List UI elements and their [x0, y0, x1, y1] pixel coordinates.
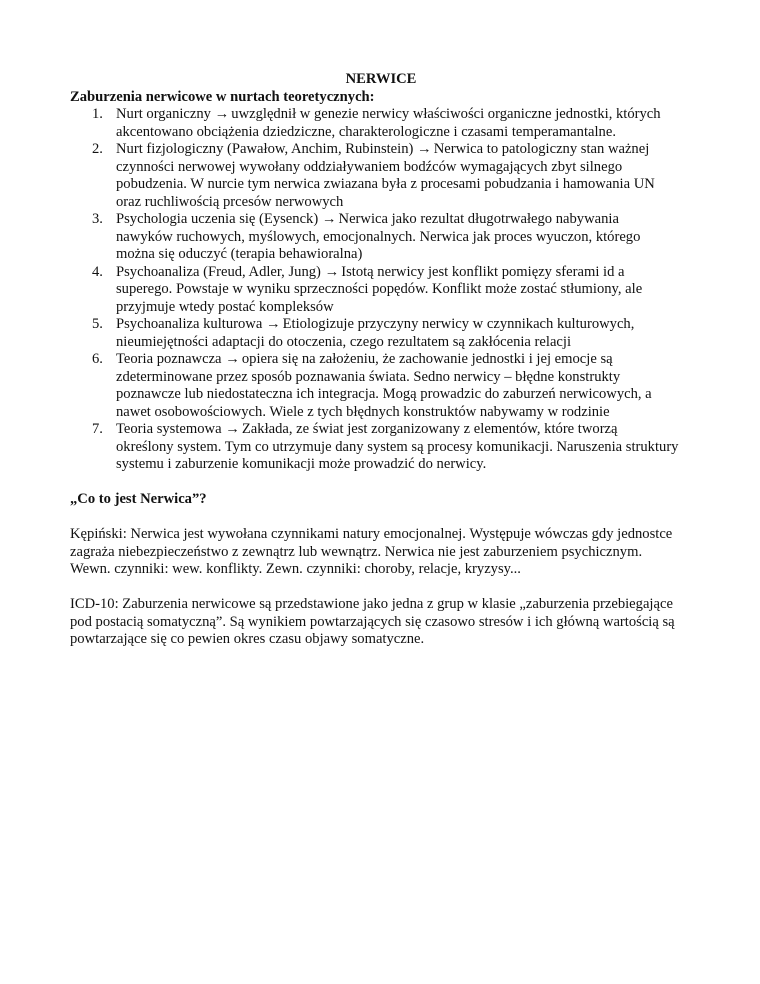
right-arrow-icon: →: [214, 106, 230, 122]
list-item-number: 1.: [92, 106, 103, 122]
right-arrow-icon: →: [225, 351, 240, 367]
list-item-text-line: systemu i zaburzenie komunikacji może prowadzić do nerwicy.: [116, 456, 487, 472]
list-item-number: 4.: [92, 263, 103, 280]
list-item: [70, 106, 692, 141]
paragraph-line: Wewn. czynniki: wew. konflikty. Zewn. czynniki: choroby, relacje, kryzysy...: [70, 561, 521, 577]
list-item-text-line: pobudzenia. W nurcie tym nerwica zwiazana była z procesami pobudzania i hamowania UN: [116, 176, 655, 192]
list-item-number: 2.: [92, 141, 103, 157]
icd-paragraph: [70, 596, 692, 649]
list-item-number: 7.: [92, 421, 103, 437]
list-item-text-line: superego. Powstaje w wyniku sprzeczności popędów. Konflikt może zostać stłumiony, ale: [116, 281, 643, 297]
list-item-text-line: akcentowano obciążenia dziedziczne, charakterologiczne i czasami temperamantalne.: [116, 123, 616, 140]
list-item-text-line: można się oduczyć (terapia behawioralna): [116, 246, 363, 262]
list-item-text-line: Zakłada, ze świat jest zorganizowany z elementów, które tworzą: [241, 421, 618, 437]
list-item-heading: Teoria poznawcza: [116, 351, 222, 367]
paragraph-line: zagraża niebezpieczeństwo z zewnątrz lub wewnątrz. Nerwica nie jest zaburzeniem psychicznym.: [70, 543, 643, 560]
list-item-text-line: nawyków ruchowych, myślowych, emocjonalnych. Nerwica jak proces wyuczon, którego: [116, 228, 641, 245]
list-item: [70, 141, 692, 211]
list-item-heading: Nurt fizjologiczny (Pawałow, Anchim, Rubinstein): [116, 141, 414, 157]
list-item-text-line: Etiologizuje przyczyny nerwicy w czynnikach kulturowych,: [282, 316, 635, 332]
list-item-text-line: poznawcze lub niedostateczna ich integracja. Mogą prowadzic do zaburzeń nerwicowych, a: [116, 386, 652, 402]
list-item-text-line: nieumiejętności adaptacji do otoczenia, czego rezultatem są zakłócenia relacji: [116, 333, 572, 350]
list-item-text-line: przyjmuje wtedy postać kompleksów: [116, 298, 334, 315]
list-item: [70, 316, 692, 351]
list-item-text-line: określony system. Tym co utrzymuje dany system są procesy komunikacji. Naruszenia struktury: [116, 438, 679, 455]
list-item-number: 5.: [92, 316, 103, 332]
paragraph-line: ICD-10: Zaburzenia nerwicowe są przedstawione jako jedna z grup w klasie „zaburzenia przebiegające: [70, 596, 673, 612]
kepinski-paragraph: [70, 526, 692, 579]
right-arrow-icon: →: [321, 211, 337, 227]
document-title: NERWICE: [345, 71, 417, 87]
list-item: [70, 264, 692, 317]
question-heading: „Co to jest Nerwica”?: [70, 491, 207, 507]
list-item-heading: Psychologia uczenia się (Eysenck): [116, 211, 319, 227]
right-arrow-icon: →: [265, 316, 281, 332]
theories-list: [70, 106, 692, 474]
list-item-text-line: czynności nerwowej wywołany oddziaływaniem bodźców wymagających zbyt silnego: [116, 158, 623, 175]
paragraph-line: powtarzające się co pewien okres czasu objawy somatyczne.: [70, 631, 425, 647]
list-item-heading: Teoria systemowa: [116, 421, 222, 437]
paragraph-line: Kępiński: Nerwica jest wywołana czynnikami natury emocjonalnej. Występuje wówczas gdy jednostce: [70, 526, 673, 542]
list-item: [70, 211, 692, 264]
list-item-text-line: Nerwica jako rezultat długotrwałego nabywania: [338, 211, 619, 227]
right-arrow-icon: →: [417, 141, 432, 157]
list-item-text-line: nawet osobowościowych. Wiele z tych błędnych konstruktów nabywamy w rodzinie: [116, 403, 610, 420]
right-arrow-icon: →: [324, 263, 340, 280]
right-arrow-icon: →: [225, 421, 240, 437]
list-item: [70, 351, 692, 421]
list-item-text-line: uwzględnił w genezie nerwicy właściwości organiczne jednostki, których: [231, 106, 661, 122]
list-item-number: 3.: [92, 211, 103, 227]
document-body: [70, 71, 692, 649]
list-item-text-line: zdeterminowane przez sposób poznawania świata. Sedno nerwicy – błędne konstrukty: [116, 368, 621, 385]
list-item-text-line: Istotą nerwicy jest konflikt pomięzy sferami id a: [341, 263, 625, 280]
section-heading: Zaburzenia nerwicowe w nurtach teoretycznych:: [70, 88, 375, 105]
list-item-heading: Nurt organiczny: [116, 106, 211, 122]
list-item-heading: Psychoanaliza kulturowa: [116, 316, 263, 332]
paragraph-line: pod postacią somatyczną”. Są wynikiem powtarzających się czasowo stresów i ich główną wartością są: [70, 613, 675, 630]
list-item-text-line: Nerwica to patologiczny stan ważnej: [433, 141, 650, 157]
list-item: [70, 421, 692, 474]
list-item-number: 6.: [92, 351, 103, 367]
list-item-heading: Psychoanaliza (Freud, Adler, Jung): [116, 263, 321, 280]
list-item-text-line: oraz ruchliwością prcesów nerwowych: [116, 193, 344, 210]
list-item-text-line: opiera się na założeniu, że zachowanie jednostki i jej emocje są: [241, 351, 613, 367]
